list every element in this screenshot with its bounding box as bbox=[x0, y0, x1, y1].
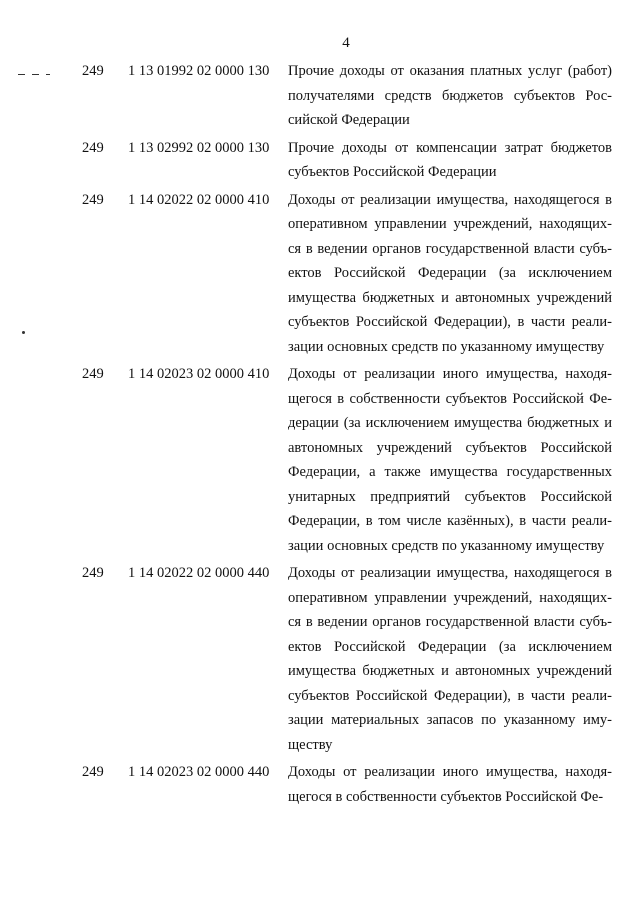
revenue-name-line: Доходы от реализации иного имущества, находя- bbox=[288, 764, 612, 780]
table-row bbox=[0, 133, 640, 185]
budget-classification-code: 1 13 01992 02 0000 130 bbox=[128, 63, 270, 79]
revenue-name-line: субъектов Российской Федерации bbox=[288, 164, 497, 180]
revenue-name-line: ектов Российской Федерации (за исключением bbox=[288, 265, 612, 281]
revenue-name-line: получателями средств бюджетов субъектов Рос- bbox=[288, 87, 612, 104]
revenue-name-line: Доходы от реализации имущества, находящегося в bbox=[288, 191, 612, 208]
revenue-name-line: ся в ведении органов государственной власти субъ- bbox=[288, 240, 612, 257]
revenue-name-line: Прочие доходы от оказания платных услуг (работ) bbox=[288, 63, 612, 79]
budget-classification-code: 1 13 02992 02 0000 130 bbox=[128, 139, 270, 156]
revenue-name bbox=[288, 56, 612, 133]
table-row bbox=[0, 56, 640, 133]
administrator-code: 249 bbox=[82, 139, 104, 156]
revenue-name-line: Федерации, а также имущества государственных bbox=[288, 464, 612, 480]
table-row bbox=[0, 185, 640, 360]
revenue-name bbox=[288, 757, 612, 809]
administrator-code: 249 bbox=[82, 366, 104, 382]
revenue-name-line: оперативном управлении учреждений, находящих- bbox=[288, 589, 612, 606]
budget-classification-code: 1 14 02022 02 0000 440 bbox=[128, 565, 270, 581]
revenue-name-line: унитарных предприятий субъектов Российской bbox=[288, 488, 612, 505]
revenue-name-line: Доходы от реализации иного имущества, находя- bbox=[288, 366, 612, 382]
revenue-name-line: имущества бюджетных и автономных учреждений bbox=[288, 663, 612, 679]
revenue-name bbox=[288, 359, 612, 558]
budget-classification-code: 1 14 02022 02 0000 410 bbox=[128, 191, 270, 208]
revenue-codes-table bbox=[0, 56, 640, 809]
revenue-name-line: ектов Российской Федерации (за исключением bbox=[288, 638, 612, 655]
revenue-name-line: зации основных средств по указанному имуществу bbox=[288, 537, 605, 554]
revenue-name bbox=[288, 133, 612, 185]
revenue-name-line: оперативном управлении учреждений, находящих- bbox=[288, 216, 612, 232]
revenue-name-line: Доходы от реализации имущества, находящегося в bbox=[288, 565, 612, 581]
table-row bbox=[0, 359, 640, 558]
table-row bbox=[0, 558, 640, 757]
revenue-name-line: субъектов Российской Федерации), в части реали- bbox=[288, 314, 612, 330]
administrator-code: 249 bbox=[82, 565, 104, 581]
revenue-name-line: автономных учреждений субъектов Российской bbox=[288, 439, 612, 456]
revenue-name-line: зации основных средств по указанному имуществу bbox=[288, 338, 605, 355]
revenue-name-line: ществу bbox=[288, 736, 333, 753]
budget-classification-code: 1 14 02023 02 0000 440 bbox=[128, 764, 270, 780]
table-row bbox=[0, 757, 640, 809]
revenue-name-line: дерации (за исключением имущества бюджетных и bbox=[288, 415, 612, 431]
administrator-code: 249 bbox=[82, 63, 104, 79]
revenue-name-line: щегося в собственности субъектов Российской Фе- bbox=[288, 788, 604, 805]
revenue-name-line: ся в ведении органов государственной власти субъ- bbox=[288, 614, 612, 630]
revenue-name bbox=[288, 558, 612, 757]
revenue-name-line: имущества бюджетных и автономных учреждений bbox=[288, 289, 612, 306]
revenue-name-line: субъектов Российской Федерации), в части реали- bbox=[288, 687, 612, 704]
revenue-name-line: Федерации, в том числе казённых), в части реали- bbox=[288, 513, 612, 529]
revenue-name-line: сийской Федерации bbox=[288, 112, 410, 128]
revenue-name bbox=[288, 185, 612, 360]
administrator-code: 249 bbox=[82, 191, 104, 208]
page-number: 4 bbox=[342, 35, 350, 51]
budget-classification-code: 1 14 02023 02 0000 410 bbox=[128, 366, 270, 382]
revenue-name-line: щегося в собственности субъектов Российской Фе- bbox=[288, 390, 612, 407]
revenue-name-line: Прочие доходы от компенсации затрат бюджетов bbox=[288, 139, 612, 156]
administrator-code: 249 bbox=[82, 764, 104, 780]
revenue-name-line: зации материальных запасов по указанному иму- bbox=[288, 712, 612, 728]
